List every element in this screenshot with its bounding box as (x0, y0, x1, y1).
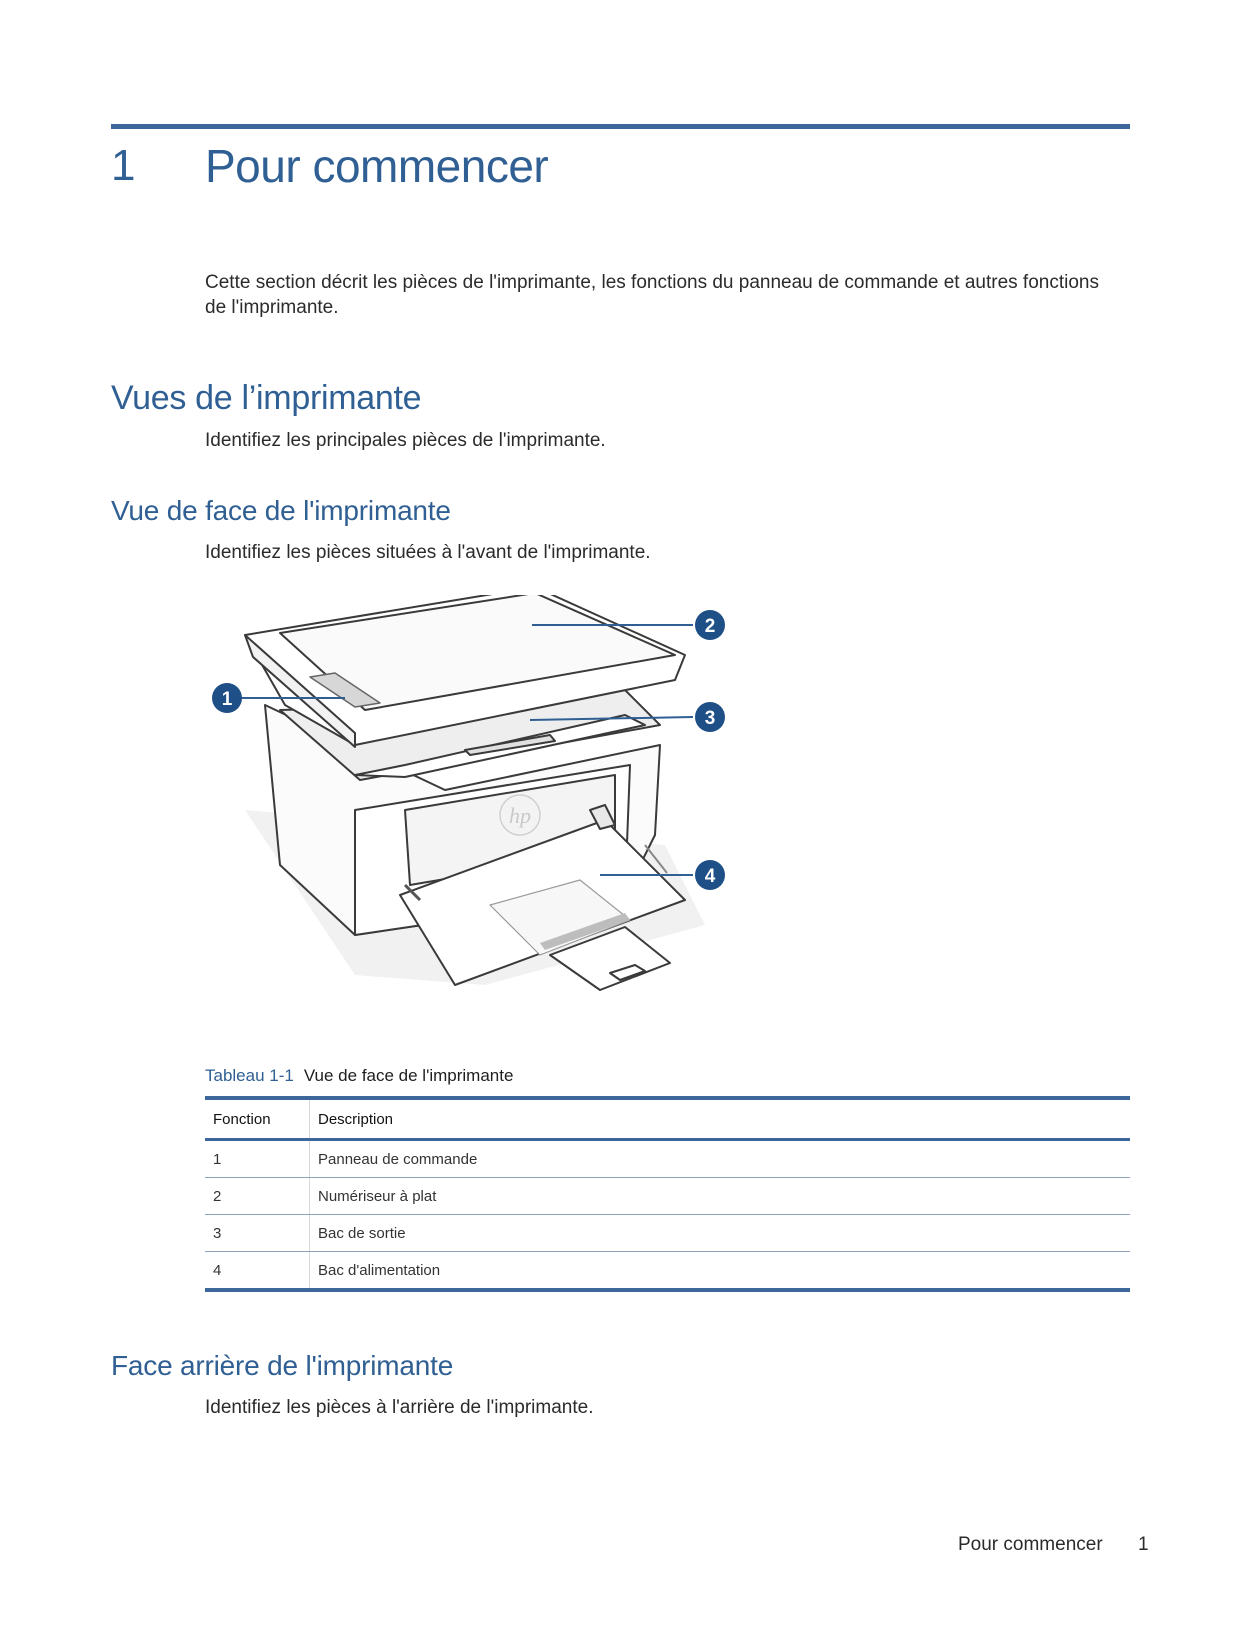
chapter-title: Pour commencer (205, 140, 549, 192)
svg-text:1: 1 (221, 689, 233, 710)
section-title-rear: Face arrière de l'imprimante (111, 1350, 454, 1381)
row-number: 1 (205, 1140, 310, 1178)
svg-text:2: 2 (704, 616, 716, 637)
printer-drawing (245, 595, 705, 990)
table-caption-number: Tableau 1-1 (205, 1066, 294, 1085)
table-caption-text: Vue de face de l'imprimante (303, 1066, 514, 1085)
row-number: 4 (205, 1252, 310, 1291)
callout-badge-4 (695, 860, 725, 890)
section-text-rear: Identifiez les pièces à l'arrière de l'imprimante. (205, 1397, 594, 1418)
header-fonction: Fonction (205, 1098, 310, 1140)
footer-page-number: 1 (1138, 1534, 1149, 1555)
table-header-row (205, 1098, 1130, 1140)
header-description: Description (310, 1098, 1131, 1140)
section-text-views: Identifiez les principales pièces de l'imprimante. (205, 430, 606, 451)
row-description: Panneau de commande (310, 1140, 1131, 1178)
table-row (205, 1252, 1130, 1291)
callout-badge-1 (212, 683, 242, 713)
svg-text:3: 3 (704, 708, 716, 729)
callout-badge-3 (695, 702, 725, 732)
row-description: Numériseur à plat (310, 1178, 1131, 1215)
row-description: Bac d'alimentation (310, 1252, 1131, 1291)
section-text-front: Identifiez les pièces situées à l'avant de l'imprimante. (205, 542, 651, 563)
footer-chapter-title: Pour commencer (958, 1534, 1103, 1555)
svg-text:4: 4 (704, 866, 716, 887)
chapter-top-rule (111, 124, 1130, 129)
printer-front-illustration (205, 595, 765, 1040)
intro-paragraph: Cette section décrit les pièces de l'imprimante, les fonctions du panneau de commande et autres fonctions de l'imprimante. (205, 272, 1099, 318)
table-row (205, 1178, 1130, 1215)
table-row (205, 1140, 1130, 1178)
row-number: 3 (205, 1215, 310, 1252)
svg-text:hp: hp (509, 803, 531, 828)
row-description: Bac de sortie (310, 1215, 1131, 1252)
section-title-front: Vue de face de l'imprimante (111, 495, 451, 526)
table-row (205, 1215, 1130, 1252)
front-view-table (205, 1096, 1130, 1292)
callout-badge-2 (695, 610, 725, 640)
table-caption (205, 1065, 513, 1087)
chapter-number: 1 (111, 141, 136, 190)
row-number: 2 (205, 1178, 310, 1215)
section-title-views: Vues de l’imprimante (111, 379, 422, 417)
hp-logo (500, 795, 540, 835)
